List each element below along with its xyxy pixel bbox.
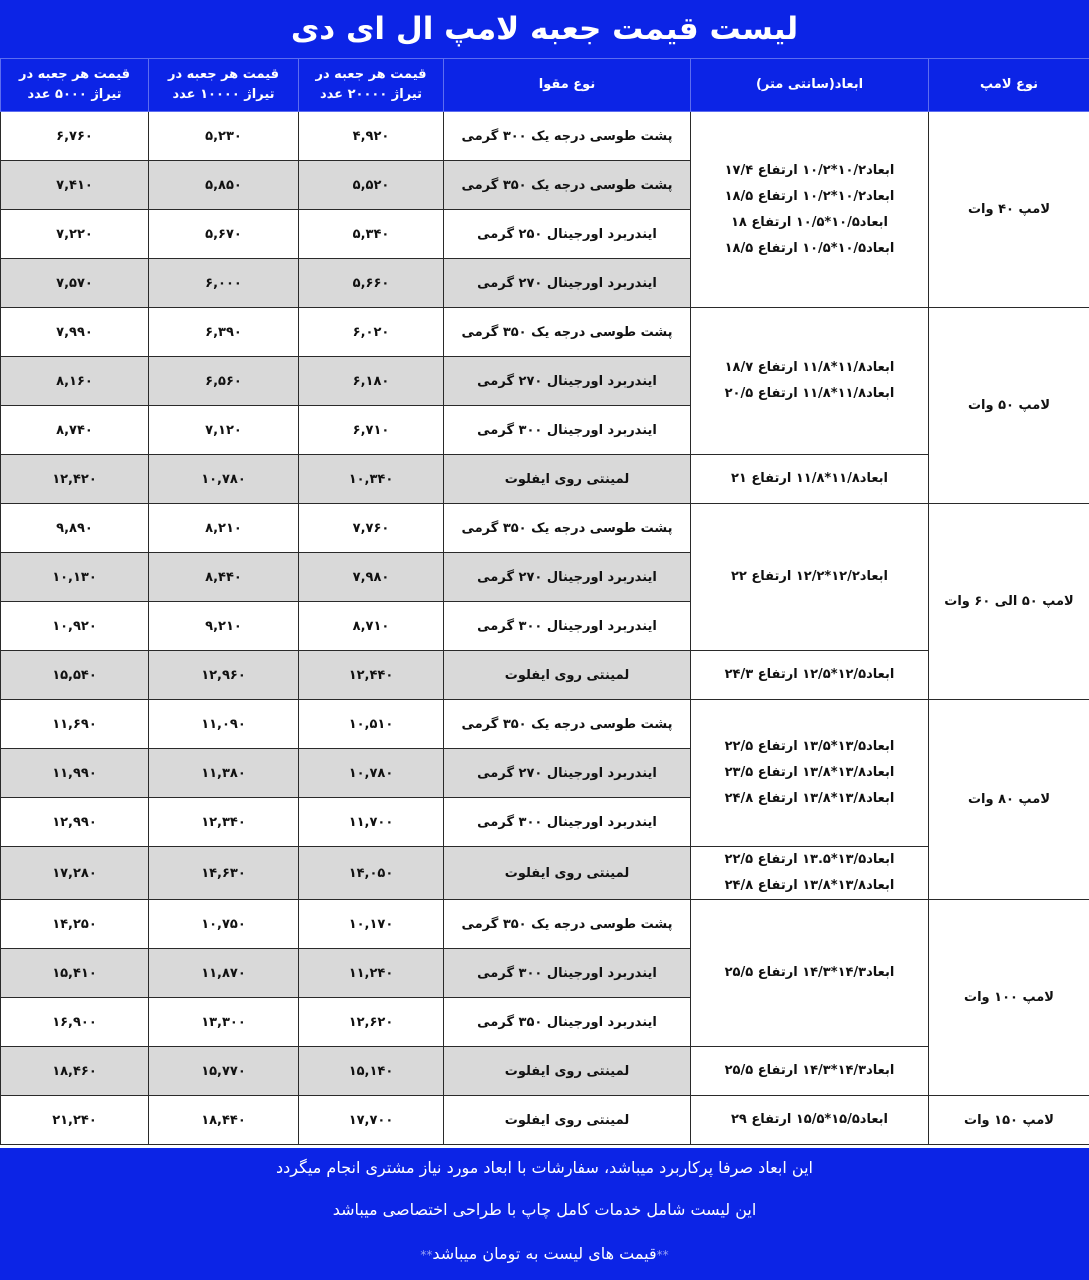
- dimensions-cell: [691, 1096, 929, 1145]
- price-10000-cell: ۱۱,۸۷۰: [149, 949, 299, 998]
- price-10000-cell: ۱۲,۳۴۰: [149, 798, 299, 847]
- price-20000-cell: ۵,۳۴۰: [299, 210, 444, 259]
- table-row: [1, 1047, 1089, 1096]
- price-10000-cell: ۵,۶۷۰: [149, 210, 299, 259]
- material-cell: پشت طوسی درجه یک ۳۵۰ گرمی: [444, 700, 691, 749]
- price-20000-cell: ۱۲,۴۴۰: [299, 651, 444, 700]
- price-20000-cell: ۱۰,۷۸۰: [299, 749, 444, 798]
- dimension-line: ابعاد۱۱/۸*۱۱/۸ ارتفاع ۲۰/۵: [724, 386, 895, 401]
- footer-notes: [0, 1148, 1089, 1280]
- material-cell: ایندربرد اورجینال ۲۷۰ گرمی: [444, 553, 691, 602]
- table-row: [1, 651, 1089, 700]
- price-20000-cell: ۶,۷۱۰: [299, 406, 444, 455]
- footer-note-currency: [0, 1244, 1089, 1263]
- material-cell: لمینتی روی ایفلوت: [444, 1047, 691, 1096]
- dimension-line: ابعاد۱۳/۵*۱۳/۵ ارتفاع ۲۲/۵: [724, 739, 895, 754]
- lamp-type-cell: لامپ ۱۰۰ وات: [929, 900, 1089, 1096]
- dimension-line: ابعاد۱۲/۲*۱۲/۲ ارتفاع ۲۲: [730, 569, 889, 584]
- footer-note-currency-text: قیمت های لیست به تومان میباشد: [432, 1244, 657, 1263]
- material-cell: ایندربرد اورجینال ۲۷۰ گرمی: [444, 259, 691, 308]
- material-cell: پشت طوسی درجه یک ۳۵۰ گرمی: [444, 900, 691, 949]
- header-price-20000-line1: قیمت هر جعبه در: [315, 66, 427, 82]
- material-cell: ایندربرد اورجینال ۲۷۰ گرمی: [444, 749, 691, 798]
- price-5000-cell: ۸,۱۶۰: [1, 357, 149, 406]
- material-cell: پشت طوسی درجه یک ۳۵۰ گرمی: [444, 308, 691, 357]
- price-20000-cell: ۱۴,۰۵۰: [299, 847, 444, 900]
- lamp-type-cell: لامپ ۴۰ وات: [929, 112, 1089, 308]
- material-cell: ایندربرد اورجینال ۲۷۰ گرمی: [444, 357, 691, 406]
- price-20000-cell: ۱۱,۲۴۰: [299, 949, 444, 998]
- price-20000-cell: ۵,۶۶۰: [299, 259, 444, 308]
- dimension-line: ابعاد۱۳/۸*۱۳/۸ ارتفاع ۲۴/۸: [724, 791, 895, 806]
- price-10000-cell: ۱۱,۳۸۰: [149, 749, 299, 798]
- lamp-type-cell: لامپ ۵۰ وات: [929, 308, 1089, 504]
- dimension-line: ابعاد۱۰/۲*۱۰/۲ ارتفاع ۱۸/۵: [724, 188, 895, 204]
- price-20000-cell: ۶,۰۲۰: [299, 308, 444, 357]
- page-title: لیست قیمت جعبه لامپ ال ای دی: [0, 0, 1089, 58]
- price-20000-cell: ۱۱,۷۰۰: [299, 798, 444, 847]
- header-price-10000-line1: قیمت هر جعبه در: [167, 66, 280, 82]
- footer-note-print-services: این لیست شامل خدمات کامل چاپ با طراحی اختصاصی میباشد: [332, 1200, 757, 1219]
- material-cell: ایندربرد اورجینال ۳۰۰ گرمی: [444, 949, 691, 998]
- price-10000-cell: ۱۲,۹۶۰: [149, 651, 299, 700]
- price-20000-cell: ۶,۱۸۰: [299, 357, 444, 406]
- price-10000-cell: ۶,۳۹۰: [149, 308, 299, 357]
- price-10000-cell: ۹,۲۱۰: [149, 602, 299, 651]
- dimension-line: ابعاد۱۰/۵*۱۰/۵ ارتفاع ۱۸: [730, 214, 889, 230]
- price-10000-cell: ۶,۰۰۰: [149, 259, 299, 308]
- dimensions-cell: [691, 651, 929, 700]
- header-price-20000-line2: تیراژ ۲۰۰۰۰ عدد: [319, 87, 423, 102]
- price-20000-cell: ۷,۷۶۰: [299, 504, 444, 553]
- table-row: [1, 700, 1089, 749]
- header-price-5000-line1: قیمت هر جعبه در: [18, 66, 131, 82]
- dimensions-cell: [691, 308, 929, 455]
- price-10000-cell: ۱۵,۷۷۰: [149, 1047, 299, 1096]
- price-20000-cell: ۱۰,۵۱۰: [299, 700, 444, 749]
- dimensions-cell: [691, 700, 929, 847]
- price-5000-cell: ۱۵,۵۴۰: [1, 651, 149, 700]
- table-row: [1, 504, 1089, 553]
- price-5000-cell: ۱۶,۹۰۰: [1, 998, 149, 1047]
- price-20000-cell: ۱۰,۳۴۰: [299, 455, 444, 504]
- table-row: [1, 900, 1089, 949]
- price-10000-cell: ۱۰,۷۵۰: [149, 900, 299, 949]
- dimension-line: ابعاد۱۰/۲*۱۰/۲ ارتفاع ۱۷/۴: [724, 162, 895, 178]
- dimension-line: ابعاد۱۴/۳*۱۴/۳ ارتفاع ۲۵/۵: [724, 1063, 895, 1078]
- lamp-type-cell: لامپ ۱۵۰ وات: [929, 1096, 1089, 1145]
- price-5000-cell: ۱۴,۲۵۰: [1, 900, 149, 949]
- header-price-5000: [1, 59, 149, 112]
- material-cell: پشت طوسی درجه یک ۳۵۰ گرمی: [444, 504, 691, 553]
- dimensions-cell: [691, 504, 929, 651]
- dimension-line: ابعاد۱۳/۸*۱۳/۸ ارتفاع ۲۴/۸: [724, 878, 895, 893]
- table-row: [1, 847, 1089, 900]
- price-5000-cell: ۸,۷۴۰: [1, 406, 149, 455]
- table-row: [1, 112, 1089, 161]
- header-price-5000-line2: تیراژ ۵۰۰۰ عدد: [27, 87, 122, 102]
- dimension-line: ابعاد۱۴/۳*۱۴/۳ ارتفاع ۲۵/۵: [724, 965, 895, 980]
- header-material: نوع مقوا: [444, 59, 691, 112]
- price-20000-cell: ۱۵,۱۴۰: [299, 1047, 444, 1096]
- price-5000-cell: ۱۰,۹۲۰: [1, 602, 149, 651]
- price-5000-cell: ۹,۸۹۰: [1, 504, 149, 553]
- price-5000-cell: ۶,۷۶۰: [1, 112, 149, 161]
- dimension-line: ابعاد۱۳/۵*۱۳.۵ ارتفاع ۲۲/۵: [724, 852, 895, 867]
- material-cell: لمینتی روی ایفلوت: [444, 1096, 691, 1145]
- dimension-line: ابعاد۱۰/۵*۱۰/۵ ارتفاع ۱۸/۵: [724, 240, 895, 256]
- material-cell: ایندربرد اورجینال ۲۵۰ گرمی: [444, 210, 691, 259]
- price-10000-cell: ۶,۵۶۰: [149, 357, 299, 406]
- dimensions-cell: [691, 847, 929, 900]
- price-10000-cell: ۵,۸۵۰: [149, 161, 299, 210]
- price-20000-cell: ۱۲,۶۲۰: [299, 998, 444, 1047]
- price-5000-cell: ۱۸,۴۶۰: [1, 1047, 149, 1096]
- price-5000-cell: ۱۷,۲۸۰: [1, 847, 149, 900]
- price-10000-cell: ۱۸,۴۴۰: [149, 1096, 299, 1145]
- price-5000-cell: ۱۱,۶۹۰: [1, 700, 149, 749]
- material-cell: ایندربرد اورجینال ۳۰۰ گرمی: [444, 798, 691, 847]
- dimensions-cell: [691, 900, 929, 1047]
- price-20000-cell: ۸,۷۱۰: [299, 602, 444, 651]
- price-5000-cell: ۷,۹۹۰: [1, 308, 149, 357]
- material-cell: لمینتی روی ایفلوت: [444, 651, 691, 700]
- price-10000-cell: ۸,۲۱۰: [149, 504, 299, 553]
- header-price-10000: [149, 59, 299, 112]
- price-5000-cell: ۱۲,۴۲۰: [1, 455, 149, 504]
- table-row: [1, 1096, 1089, 1145]
- table-header-row: [1, 59, 1089, 112]
- table-row: [1, 455, 1089, 504]
- price-5000-cell: ۱۰,۱۳۰: [1, 553, 149, 602]
- price-5000-cell: ۷,۲۲۰: [1, 210, 149, 259]
- dimension-line: ابعاد۱۱/۸*۱۱/۸ ارتفاع ۲۱: [730, 471, 889, 486]
- material-cell: پشت طوسی درجه یک ۳۵۰ گرمی: [444, 161, 691, 210]
- footer-note-dimensions: این ابعاد صرفا پرکاربرد میباشد، سفارشات با ابعاد مورد نیاز مشتری انجام میگردد: [276, 1158, 813, 1177]
- price-10000-cell: ۱۰,۷۸۰: [149, 455, 299, 504]
- price-20000-cell: ۴,۹۲۰: [299, 112, 444, 161]
- material-cell: پشت طوسی درجه یک ۳۰۰ گرمی: [444, 112, 691, 161]
- price-5000-cell: ۱۵,۴۱۰: [1, 949, 149, 998]
- header-lamp-type: نوع لامپ: [929, 59, 1089, 112]
- price-10000-cell: ۱۳,۳۰۰: [149, 998, 299, 1047]
- price-20000-cell: ۵,۵۲۰: [299, 161, 444, 210]
- price-5000-cell: ۷,۴۱۰: [1, 161, 149, 210]
- price-20000-cell: ۱۷,۷۰۰: [299, 1096, 444, 1145]
- table-row: [1, 308, 1089, 357]
- material-cell: ایندربرد اورجینال ۳۵۰ گرمی: [444, 998, 691, 1047]
- price-10000-cell: ۷,۱۲۰: [149, 406, 299, 455]
- dimension-line: ابعاد۱۳/۸*۱۳/۸ ارتفاع ۲۳/۵: [724, 765, 895, 780]
- dimension-line: ابعاد۱۲/۵*۱۲/۵ ارتفاع ۲۴/۳: [724, 667, 895, 682]
- header-price-20000: [299, 59, 444, 112]
- lamp-type-cell: لامپ ۸۰ وات: [929, 700, 1089, 900]
- price-20000-cell: ۱۰,۱۷۰: [299, 900, 444, 949]
- dimensions-cell: [691, 112, 929, 308]
- price-table: [0, 58, 1089, 1145]
- price-10000-cell: ۱۱,۰۹۰: [149, 700, 299, 749]
- header-price-10000-line2: تیراژ ۱۰۰۰۰ عدد: [172, 87, 275, 102]
- price-5000-cell: ۲۱,۲۴۰: [1, 1096, 149, 1145]
- material-cell: ایندربرد اورجینال ۳۰۰ گرمی: [444, 406, 691, 455]
- price-10000-cell: ۵,۲۳۰: [149, 112, 299, 161]
- dimensions-cell: [691, 1047, 929, 1096]
- price-10000-cell: ۱۴,۶۳۰: [149, 847, 299, 900]
- lamp-type-cell: لامپ ۵۰ الی ۶۰ وات: [929, 504, 1089, 700]
- header-dimensions: ابعاد(سانتی متر): [691, 59, 929, 112]
- material-cell: لمینتی روی ایفلوت: [444, 455, 691, 504]
- price-5000-cell: ۱۱,۹۹۰: [1, 749, 149, 798]
- footer-note-marks-end: **: [420, 1248, 433, 1262]
- price-20000-cell: ۷,۹۸۰: [299, 553, 444, 602]
- dimension-line: ابعاد۱۵/۵*۱۵/۵ ارتفاع ۲۹: [730, 1112, 889, 1127]
- price-5000-cell: ۱۲,۹۹۰: [1, 798, 149, 847]
- price-5000-cell: ۷,۵۷۰: [1, 259, 149, 308]
- material-cell: لمینتی روی ایفلوت: [444, 847, 691, 900]
- footer-note-marks: **: [656, 1248, 669, 1262]
- price-10000-cell: ۸,۴۴۰: [149, 553, 299, 602]
- dimension-line: ابعاد۱۱/۸*۱۱/۸ ارتفاع ۱۸/۷: [724, 360, 895, 375]
- material-cell: ایندربرد اورجینال ۳۰۰ گرمی: [444, 602, 691, 651]
- dimensions-cell: [691, 455, 929, 504]
